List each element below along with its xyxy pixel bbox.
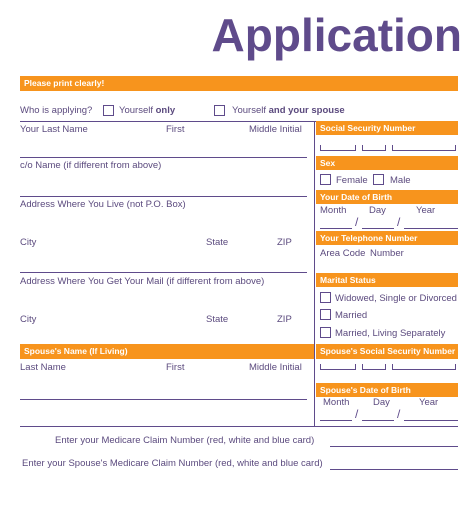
zip-label: ZIP [277, 237, 292, 248]
first-name-label: First [166, 124, 185, 135]
ssn-segment-1[interactable] [320, 145, 356, 151]
dob-header: Your Date of Birth [316, 190, 458, 204]
spouse-ssn-segment-3[interactable] [392, 364, 456, 370]
yourself-only-label: Yourself only [119, 105, 176, 116]
column-divider [314, 121, 315, 426]
co-name-line[interactable] [20, 196, 307, 197]
male-checkbox[interactable] [373, 174, 384, 185]
dob-slash-1: / [355, 215, 359, 229]
spouse-last-name-label: Last Name [20, 362, 66, 373]
married-label: Married [335, 310, 368, 321]
dob-year-field[interactable] [404, 228, 458, 229]
spouse-dob-day-field[interactable] [362, 420, 394, 421]
co-name-label: c/o Name (if different from above) [20, 160, 162, 171]
widowed-label: Widowed, Single or Divorced [335, 293, 457, 304]
city-line[interactable] [20, 272, 307, 273]
print-clearly-banner: Please print clearly! [20, 76, 458, 91]
spouse-dob-year-field[interactable] [404, 420, 458, 421]
widowed-checkbox[interactable] [320, 292, 331, 303]
spouse-dob-header: Spouse's Date of Birth [316, 383, 458, 397]
city2-label: City [20, 314, 37, 325]
dob-year-label: Year [416, 205, 436, 216]
yourself-only-checkbox[interactable] [103, 105, 114, 116]
ssn-header: Social Security Number [316, 121, 458, 135]
spouse-ssn-segment-1[interactable] [320, 364, 356, 370]
spouse-dob-day-label: Day [373, 397, 390, 408]
male-label: Male [390, 175, 411, 186]
spouse-dob-month-label: Month [323, 397, 350, 408]
spouse-middle-initial-label: Middle Initial [249, 362, 302, 373]
spouse-ssn-segment-2[interactable] [362, 364, 386, 370]
dob-day-field[interactable] [362, 228, 394, 229]
sex-header: Sex [316, 156, 458, 170]
female-checkbox[interactable] [320, 174, 331, 185]
yourself-and-spouse-checkbox[interactable] [214, 105, 225, 116]
spouse-ssn-header: Spouse's Social Security Number [316, 344, 458, 359]
who-applying-label: Who is applying? [20, 105, 93, 116]
last-name-label: Your Last Name [20, 124, 88, 135]
ssn-boxes[interactable] [320, 145, 458, 153]
zip2-label: ZIP [277, 314, 292, 325]
name-line[interactable] [20, 157, 307, 158]
area-code-label: Area Code [320, 248, 366, 259]
phone-header: Your Telephone Number [316, 231, 458, 245]
married-separately-checkbox[interactable] [320, 327, 331, 338]
spouse-first-name-label: First [166, 362, 185, 373]
form-bottom-rule [20, 426, 458, 427]
spouse-dob-month-field[interactable] [320, 420, 352, 421]
spouse-dob-slash-1: / [355, 407, 359, 421]
address-mail-label: Address Where You Get Your Mail (if different from above) [20, 276, 265, 287]
page-title: Application [211, 9, 462, 61]
spouse-ssn-boxes[interactable] [320, 364, 458, 372]
ssn-segment-2[interactable] [362, 145, 386, 151]
address-live-label: Address Where You Live (not P.O. Box) [20, 199, 186, 210]
female-label: Female [336, 175, 368, 186]
medicare-claim-label: Enter your Medicare Claim Number (red, white and blue card) [55, 435, 315, 446]
yourself-and-spouse-label: Yourself and your spouse [232, 105, 345, 116]
medicare-claim-field[interactable] [330, 446, 458, 447]
spouse-medicare-claim-field[interactable] [330, 469, 458, 470]
state2-label: State [206, 314, 229, 325]
spouse-name-header: Spouse's Name (If Living) [20, 344, 314, 359]
dob-month-label: Month [320, 205, 347, 216]
dob-day-label: Day [369, 205, 386, 216]
married-separately-label: Married, Living Separately [335, 328, 446, 339]
spouse-name-line[interactable] [20, 399, 307, 400]
married-checkbox[interactable] [320, 309, 331, 320]
dob-slash-2: / [397, 215, 401, 229]
dob-month-field[interactable] [320, 228, 352, 229]
spouse-dob-slash-2: / [397, 407, 401, 421]
phone-number-label: Number [370, 248, 404, 259]
city-label: City [20, 237, 37, 248]
middle-initial-label: Middle Initial [249, 124, 302, 135]
spouse-dob-year-label: Year [419, 397, 439, 408]
spouse-medicare-claim-label: Enter your Spouse's Medicare Claim Number (red, white and blue card) [22, 458, 323, 469]
ssn-segment-3[interactable] [392, 145, 456, 151]
state-label: State [206, 237, 229, 248]
marital-status-header: Marital Status [316, 273, 458, 287]
